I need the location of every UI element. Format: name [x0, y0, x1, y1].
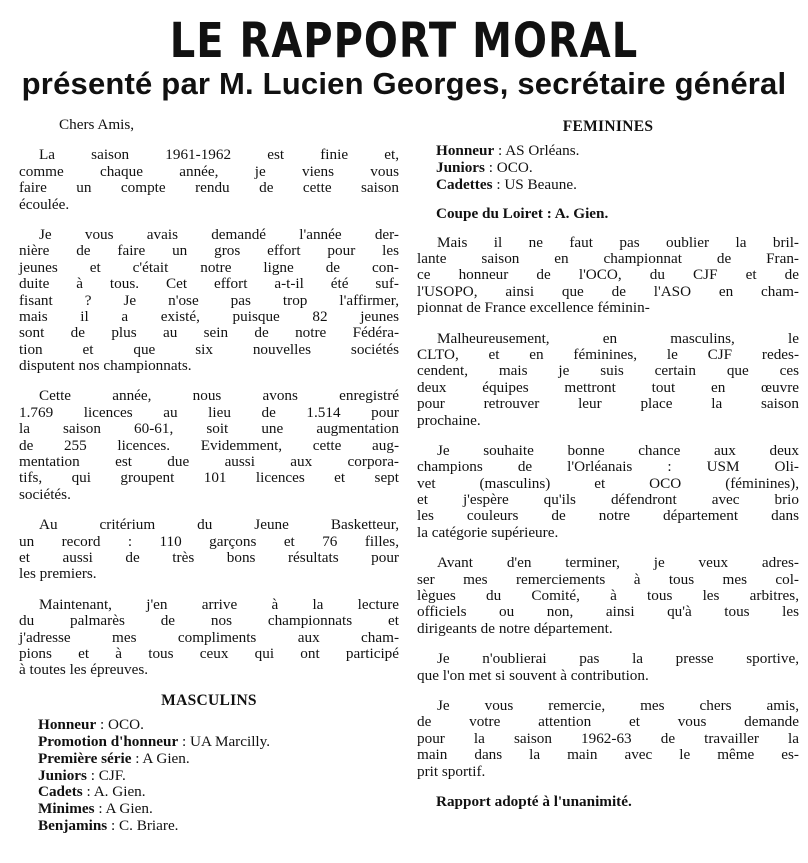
text-line: Chers Amis,	[59, 116, 135, 133]
text-line: pour la saison 1962-63 de travailler la	[417, 729, 799, 747]
text-line: CLTO, et en féminines, le CJF redes-	[417, 345, 799, 363]
text-line: sont de plus au sein de notre Fédéra-	[19, 324, 399, 342]
result-item	[38, 784, 399, 801]
text-line: tifs, qui groupent 101 licences et sept	[19, 469, 399, 487]
result-item	[436, 143, 799, 160]
result-label: Juniors	[38, 766, 87, 784]
paragraph	[417, 555, 799, 637]
results-list	[417, 794, 799, 811]
left-column	[19, 117, 399, 847]
result-item	[436, 206, 799, 223]
text-line: cendent, mais je suis certain que ces	[417, 362, 799, 380]
paragraph	[417, 651, 799, 684]
result-label: Promotion d'honneur	[38, 732, 179, 750]
result-label: Minimes	[38, 800, 95, 818]
result-item	[436, 160, 799, 177]
result-label: Honneur	[436, 142, 495, 160]
text-line: prit sportif.	[417, 762, 486, 780]
text-line: prochaine.	[417, 411, 481, 429]
text-line: de votre attention et vous demande	[417, 713, 799, 731]
result-label: Juniors	[436, 159, 485, 177]
text-line: du palmarès de nos championnats et	[19, 612, 399, 630]
paragraph	[19, 597, 399, 679]
text-line: pour retrouver leur place la saison	[417, 395, 799, 413]
result-value: : OCO.	[96, 716, 144, 734]
paragraph	[417, 331, 799, 429]
text-line: Avant d'en terminer, je veux adres-	[437, 554, 799, 572]
result-label: Cadets	[38, 783, 83, 801]
text-line: fisant ? Je n'ose pas trop l'affirmer,	[19, 291, 399, 309]
text-line: de 255 licences. Evidemment, cette aug-	[19, 436, 399, 454]
section-heading: FEMININES	[562, 118, 654, 135]
text-line: pions et à tous ceux qui ont participé	[19, 644, 399, 662]
result-label: Honneur	[38, 716, 97, 734]
text-line: officiels ou non, ainsi qu'à tous les	[417, 603, 799, 621]
text-line: champions de l'Orléanais : USM Oli-	[417, 458, 799, 476]
text-line: ser mes remerciements à tous mes col-	[417, 570, 799, 588]
result-value: : CJF.	[86, 766, 126, 784]
result-label: Rapport adopté à l'unanimité.	[436, 792, 632, 810]
paragraph	[19, 388, 399, 503]
result-label: Cadettes	[436, 176, 493, 193]
result-item	[436, 177, 799, 194]
result-value: : OCO.	[484, 159, 533, 177]
text-line: lègues du Comité, à tous les arbitres,	[417, 587, 799, 605]
result-item	[38, 818, 399, 835]
text-line: pionnat de France excellence féminin-	[417, 299, 650, 317]
text-line: Je vous avais demandé l'année der-	[39, 225, 399, 243]
result-item	[38, 734, 399, 751]
paragraph	[19, 227, 399, 375]
result-label: Coupe du Loiret : A. Gien.	[436, 204, 609, 222]
results-list	[417, 143, 799, 193]
text-line: faire un compte rendu de cette saison	[19, 179, 399, 197]
result-value: : C. Briare.	[107, 816, 179, 834]
result-item	[38, 717, 399, 734]
text-line: mentation est due aussi aux corpora-	[19, 453, 399, 471]
text-line: vet (masculins) et OCO (féminines),	[417, 474, 799, 492]
text-line: Je n'oublierai pas la presse sportive,	[437, 650, 799, 668]
text-line: écoulée.	[19, 195, 70, 213]
text-line: la saison 60-61, soit une augmentation	[19, 420, 399, 438]
text-line: Je souhaite bonne chance aux deux	[437, 441, 799, 459]
section-heading: MASCULINS	[161, 691, 257, 709]
text-line: jeunes et c'était notre ligne de con-	[19, 258, 399, 276]
text-line: que l'on met si souvent à contribution.	[417, 666, 649, 684]
text-line: Cette année, nous avons enregistré	[39, 387, 399, 405]
result-label: Benjamins	[38, 816, 108, 834]
text-line: Mais il ne faut pas oublier la bril-	[437, 233, 799, 251]
results-list	[19, 717, 399, 835]
text-line: disputent nos championnats.	[19, 357, 192, 375]
text-line: les couleurs de notre département dans	[417, 507, 799, 525]
text-line: j'adresse mes compliments aux cham-	[19, 628, 399, 646]
text-line: dirigeants de notre département.	[417, 619, 613, 637]
text-line: Au critérium du Jeune Basketteur,	[39, 516, 399, 534]
result-value: : A Gien.	[131, 749, 190, 767]
paragraph	[417, 443, 799, 541]
paragraph	[19, 117, 399, 133]
text-line: et aussi de très bons résultats pour	[19, 548, 399, 566]
text-line: duite à tous. Cet effort a-t-il été suf-	[19, 275, 399, 293]
text-line: un record : 110 garçons et 76 filles,	[19, 532, 399, 550]
result-item	[38, 768, 399, 785]
text-line: main dans la main avec le même es-	[417, 746, 799, 764]
text-line: et j'espère qu'ils défendront avec brio	[417, 491, 799, 509]
result-label: Première série	[38, 749, 132, 767]
text-line: Maintenant, j'en arrive à la lecture	[39, 595, 399, 613]
result-value: : US Beaune.	[492, 176, 577, 193]
text-line: la catégorie supérieure.	[417, 523, 559, 541]
text-line: Je vous remercie, mes chers amis,	[437, 696, 799, 714]
text-line: comme chaque année, je viens vous	[19, 162, 399, 180]
text-line: tion et que six nouvelles sociétés	[19, 340, 399, 358]
text-line: sociétés.	[19, 485, 71, 503]
text-line: l'USOPO, ainsi que de l'ASO en cham-	[417, 282, 799, 300]
text-line: ce honneur de l'OCO, du CJF et de	[417, 266, 799, 284]
result-value: : A Gien.	[94, 800, 153, 818]
text-line: mais il a existé, puisque 82 jeunes	[19, 307, 399, 325]
article-subtitle: présenté par M. Lucien Georges, secrétaire général	[21, 66, 787, 101]
article-title: LE RAPPORT MORAL	[169, 14, 639, 70]
text-line: à toutes les épreuves.	[19, 661, 149, 679]
paragraph	[417, 235, 799, 317]
results-list	[417, 206, 799, 223]
paragraph	[417, 698, 799, 780]
result-item	[38, 801, 399, 818]
result-item	[436, 794, 799, 811]
text-line: 1.769 licences au lieu de 1.514 pour	[19, 403, 399, 421]
paragraph	[19, 517, 399, 583]
result-value: : A. Gien.	[82, 783, 146, 801]
result-value: : AS Orléans.	[494, 142, 580, 160]
result-item	[38, 751, 399, 768]
text-line: les premiers.	[19, 565, 97, 583]
right-column	[417, 117, 799, 823]
text-line: lante saison en championnat de Fran-	[417, 249, 799, 267]
text-line: deux équipes mettront tout en œuvre	[417, 378, 799, 396]
text-line: La saison 1961-1962 est finie et,	[39, 146, 399, 164]
text-line: Malheureusement, en masculins, le	[437, 329, 799, 347]
result-value: : UA Marcilly.	[178, 732, 271, 750]
text-line: nière de faire un gros effort pour les	[19, 242, 399, 260]
paragraph	[19, 147, 399, 213]
